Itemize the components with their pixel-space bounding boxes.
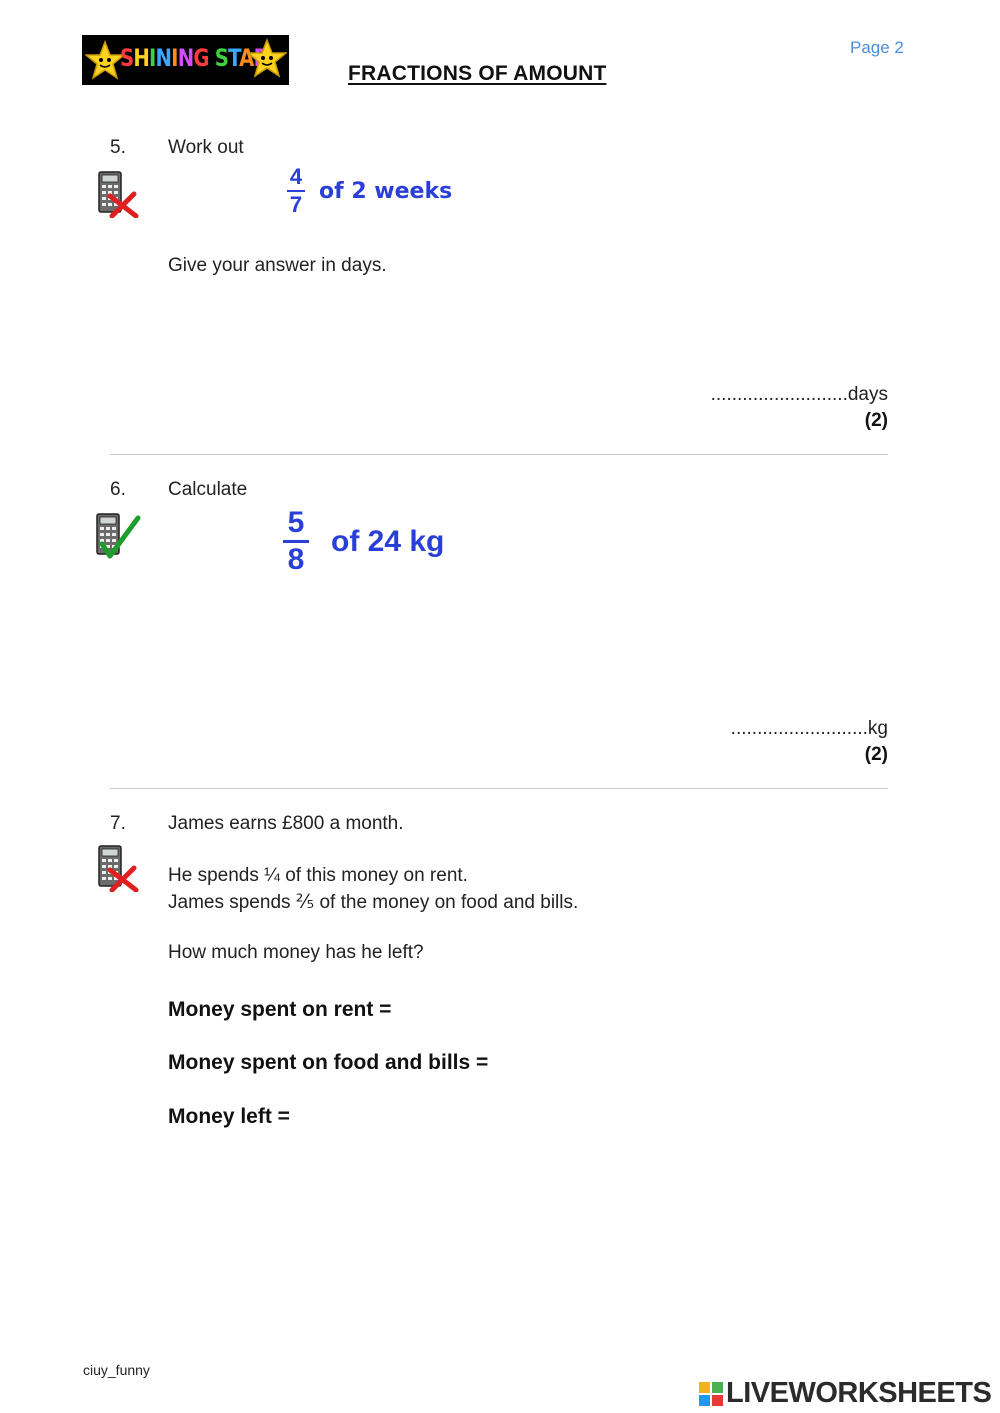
- divider: [110, 788, 888, 789]
- fraction-expression: [287, 166, 452, 216]
- question-line: How much money has he left?: [168, 942, 424, 963]
- liveworksheets-logo: [698, 1377, 991, 1410]
- liveworksheets-grid-icon: [698, 1381, 724, 1407]
- fraction: [283, 508, 309, 575]
- expression-text: of 2 weeks: [319, 178, 453, 204]
- star-icon: [247, 38, 287, 80]
- question-number: 5.: [110, 137, 126, 158]
- star-icon: [85, 40, 125, 80]
- author-credit: ciuy_funny: [83, 1362, 150, 1378]
- question-number: 6.: [110, 479, 126, 500]
- fraction-denominator: 8: [287, 543, 305, 576]
- page-number: Page 2: [850, 38, 904, 57]
- question-instruction: Give your answer in days.: [168, 255, 387, 276]
- logo-text: SHINING STA: [120, 44, 254, 72]
- fraction-numerator: 5: [287, 506, 305, 539]
- question-prompt: Calculate: [168, 479, 248, 500]
- calculator-not-allowed-icon: [96, 844, 140, 892]
- page-title: FRACTIONS OF AMOUNT: [348, 62, 607, 85]
- question-number: 7.: [110, 813, 126, 834]
- marks: (2): [864, 410, 888, 431]
- answer-line-kg[interactable]: ..........................kg: [730, 718, 888, 739]
- rent-label: Money spent on rent =: [168, 998, 392, 1021]
- question-line: James earns £800 a month.: [168, 813, 404, 834]
- liveworksheets-brand: LIVEWORKSHEETS: [726, 1377, 992, 1409]
- question-line: He spends ¼ of this money on rent.: [168, 865, 468, 886]
- marks: (2): [864, 744, 888, 765]
- question-prompt: Work out: [168, 137, 244, 158]
- food-bills-label: Money spent on food and bills =: [168, 1051, 489, 1074]
- fraction-expression: [283, 508, 444, 575]
- answer-line-days[interactable]: ..........................days: [710, 384, 888, 405]
- fraction-numerator: 4: [289, 164, 303, 189]
- shining-star-logo: [82, 35, 289, 85]
- question-line: James spends ⅖ of the money on food and bills.: [168, 892, 579, 913]
- money-left-label: Money left =: [168, 1105, 290, 1128]
- fraction: [287, 166, 305, 216]
- calculator-allowed-icon: [94, 512, 142, 560]
- expression-text: of 24 kg: [331, 524, 445, 558]
- divider: [110, 454, 888, 455]
- calculator-not-allowed-icon: [96, 170, 140, 218]
- fraction-denominator: 7: [289, 192, 303, 217]
